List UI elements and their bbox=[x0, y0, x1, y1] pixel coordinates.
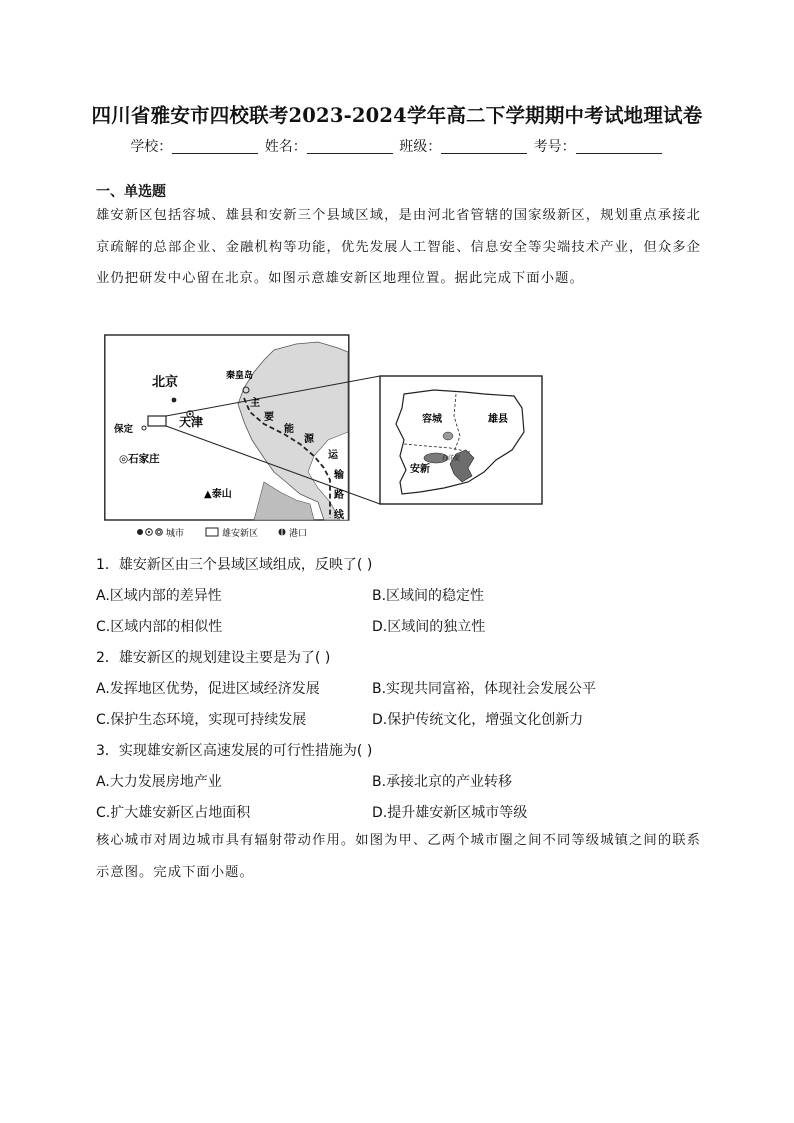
legend-xiongan-label: 雄安新区 bbox=[222, 529, 259, 539]
route-char-2: 要 bbox=[264, 412, 274, 423]
question-2-stem: 2．雄安新区的规划建设主要是为了( ) bbox=[96, 650, 331, 666]
exam-no-blank[interactable] bbox=[576, 139, 662, 154]
q1-option-c[interactable]: C.区域内部的相似性 bbox=[96, 619, 223, 635]
xiongan-location-map bbox=[104, 332, 546, 542]
q1-option-a[interactable]: A.区域内部的差异性 bbox=[96, 588, 222, 604]
q2-option-a[interactable]: A.发挥地区优势，促进区域经济发展 bbox=[96, 681, 320, 697]
label-shijiazhuang: ◎石家庄 bbox=[119, 453, 160, 465]
q3-option-d[interactable]: D.提升雄安新区城市等级 bbox=[372, 805, 528, 821]
q2-option-b[interactable]: B.实现共同富裕，体现社会发展公平 bbox=[372, 681, 597, 697]
legend-xiongan-icon bbox=[206, 528, 218, 536]
small-lake bbox=[443, 432, 453, 440]
label-tianjin: 天津 bbox=[179, 415, 204, 429]
route-char-6: 输 bbox=[334, 470, 344, 481]
exam-no-label: 考号： bbox=[533, 139, 576, 155]
q3-option-c[interactable]: C.扩大雄安新区占地面积 bbox=[96, 805, 251, 821]
school-label: 学校： bbox=[130, 139, 173, 155]
passage-1: 雄安新区包括容城、雄县和安新三个县域区域，是由河北省管辖的国家级新区，规划重点承接北京疏解的总部企业、金融机构等功能，优先发展人工智能、信息安全等尖端技术产业，但众多企业仍把研发中心留在北京。如图示意雄安新区地理位置。据此完成下面小题。 bbox=[96, 208, 701, 286]
route-char-7: 路 bbox=[334, 490, 344, 501]
student-info-line bbox=[0, 136, 794, 156]
question-3-stem: 3．实现雄安新区高速发展的可行性措施为( ) bbox=[96, 743, 373, 759]
legend-port-label: 港口 bbox=[289, 529, 308, 539]
beijing-marker bbox=[172, 398, 177, 403]
xiongan-box bbox=[148, 416, 166, 426]
q1-option-b[interactable]: B.区域间的稳定性 bbox=[372, 588, 485, 604]
label-anxin: 安新 bbox=[410, 464, 430, 475]
q2-option-c[interactable]: C.保护生态环境，实现可持续发展 bbox=[96, 712, 307, 728]
label-qinhuangdao: 秦皇岛 bbox=[226, 371, 254, 381]
label-baoding: 保定 bbox=[114, 424, 134, 435]
route-char-5: 运 bbox=[328, 450, 338, 461]
question-1-stem: 1．雄安新区由三个县域区域组成，反映了( ) bbox=[96, 557, 373, 573]
route-char-1: 主 bbox=[250, 398, 260, 409]
school-blank[interactable] bbox=[172, 139, 258, 154]
q2-option-d[interactable]: D.保护传统文化，增强文化创新力 bbox=[372, 712, 584, 728]
label-beijing: 北京 bbox=[152, 375, 179, 390]
label-taishan: ▲泰山 bbox=[204, 489, 232, 500]
passage-2: 核心城市对周边城市具有辐射带动作用。如图为甲、乙两个城市圈之间不同等级城镇之间的联系示意图。完成下面小题。 bbox=[96, 833, 701, 880]
legend-city-icon-1 bbox=[137, 529, 143, 535]
legend-city-label: 城市 bbox=[166, 529, 185, 539]
label-baiyangdian: 白洋淀 bbox=[442, 455, 461, 462]
q3-option-a[interactable]: A.大力发展房地产业 bbox=[96, 774, 222, 790]
label-rongcheng: 容城 bbox=[422, 414, 442, 425]
label-xiongxian: 雄县 bbox=[488, 414, 508, 425]
q1-option-d[interactable]: D.区域间的独立性 bbox=[372, 619, 486, 635]
section-title: 一、单选题 bbox=[96, 184, 166, 200]
exam-title: 四川省雅安市四校联考2023-2024学年高二下学期期中考试地理试卷 bbox=[91, 104, 703, 127]
map-legend bbox=[137, 527, 307, 539]
name-label: 姓名： bbox=[264, 139, 307, 155]
class-blank[interactable] bbox=[441, 139, 527, 154]
route-char-4: 源 bbox=[304, 434, 314, 445]
route-char-3: 能 bbox=[284, 424, 294, 435]
name-blank[interactable] bbox=[307, 139, 393, 154]
legend-city-icon-3 bbox=[156, 529, 163, 536]
class-label: 班级： bbox=[399, 139, 442, 155]
route-char-8: 线 bbox=[334, 510, 344, 521]
q3-option-b[interactable]: B.承接北京的产业转移 bbox=[372, 774, 513, 790]
